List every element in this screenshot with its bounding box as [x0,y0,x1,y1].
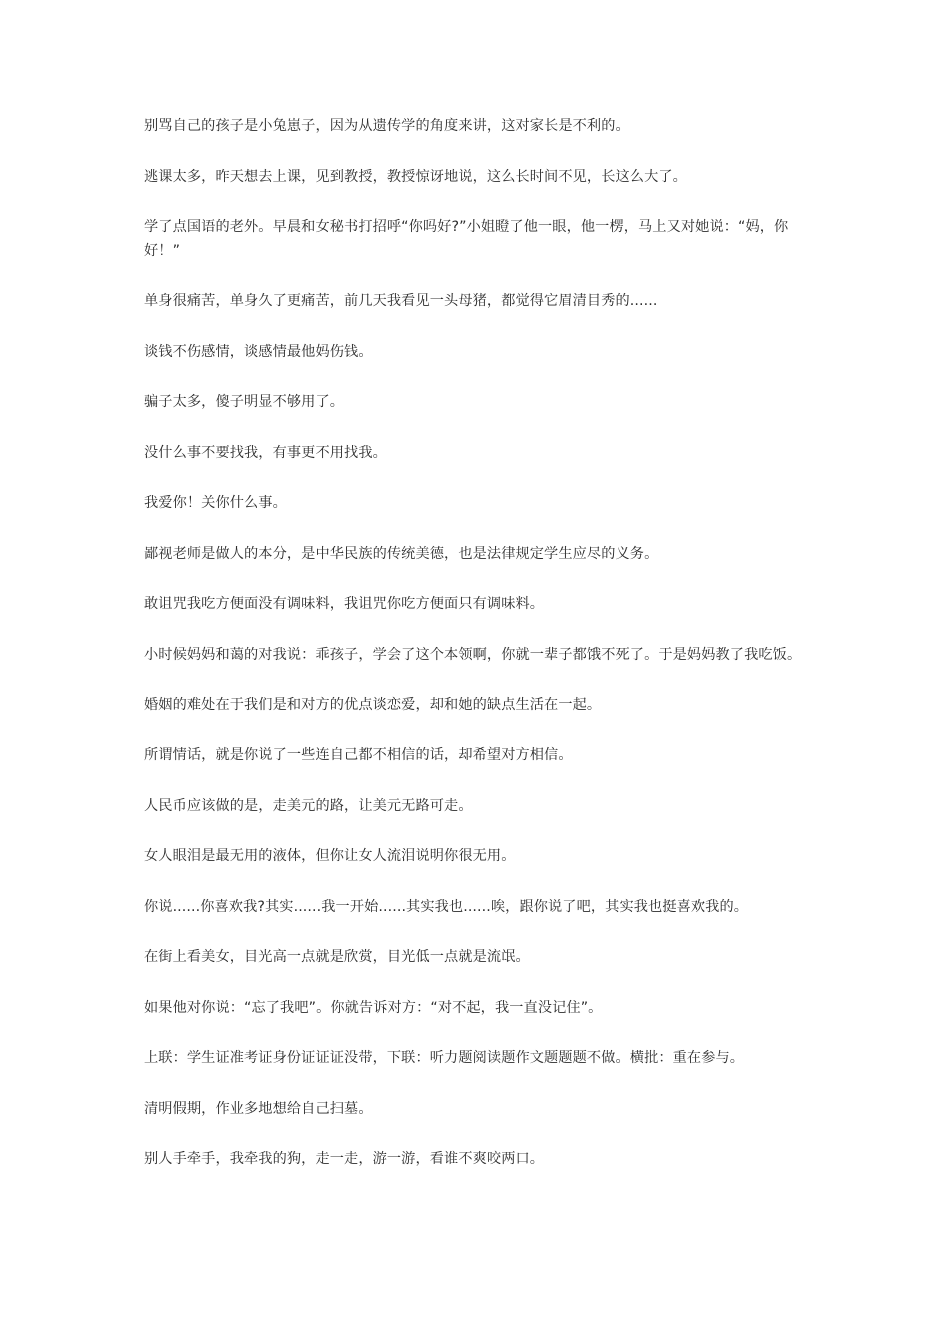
paragraph-5: 谈钱不伤感情，谈感情最他妈伤钱。 [144,343,373,360]
paragraph-15: 女人眼泪是最无用的液体，但你让女人流泪说明你很无用。 [144,848,516,864]
document-body [144,114,806,1198]
paragraph-21: 别人手牵手，我牵我的狗，走一走，游一游，看谁不爽咬两口。 [144,1151,545,1167]
paragraph-8: 我爱你！关你什么事。 [144,495,287,511]
paragraph-10: 敢诅咒我吃方便面没有调味料，我诅咒你吃方便面只有调味料。 [144,596,545,612]
paragraph-9: 鄙视老师是做人的本分，是中华民族的传统美德，也是法律规定学生应尽的义务。 [144,545,659,562]
paragraph-14: 人民币应该做的是，走美元的路，让美元无路可走。 [144,797,473,814]
paragraph-1: 别骂自己的孩子是小兔崽子，因为从遗传学的角度来讲，这对家长是不利的。 [144,118,630,134]
paragraph-17: 在街上看美女，目光高一点就是欣赏，目光低一点就是流氓。 [144,949,530,965]
paragraph-18: 如果他对你说：“忘了我吧”。你就告诉对方：“对不起，我一直没记住”。 [144,999,603,1016]
paragraph-16: 你说......你喜欢我?其实......我一开始......其实我也......唉，跟你说了吧，其实我也挺喜欢我的。 [144,898,749,915]
paragraph-4: 单身很痛苦，单身久了更痛苦，前几天我看见一头母猪，都觉得它眉清目秀的...... [144,293,658,309]
paragraph-12: 婚姻的难处在于我们是和对方的优点谈恋爱，却和她的缺点生活在一起。 [144,696,602,713]
paragraph-3: 学了点国语的老外。早晨和女秘书打招呼“你吗好?”小姐瞪了他一眼，他一楞，马上又对她说：“妈，你好！” [144,219,789,259]
paragraph-20: 清明假期，作业多地想给自己扫墓。 [144,1100,373,1117]
paragraph-19: 上联：学生证准考证身份证证证没带，下联：听力题阅读题作文题题题不做。横批：重在参与。 [144,1050,745,1066]
paragraph-11: 小时候妈妈和蔼的对我说：乖孩子，学会了这个本领啊，你就一辈子都饿不死了。于是妈妈教了我吃饭。 [144,646,802,663]
paragraph-6: 骗子太多，傻子明显不够用了。 [144,394,345,410]
paragraph-13: 所谓情话，就是你说了一些连自己都不相信的话，却希望对方相信。 [144,747,573,763]
paragraph-7: 没什么事不要找我，有事更不用找我。 [144,444,387,461]
paragraph-2: 逃课太多，昨天想去上课，见到教授，教授惊讶地说，这么长时间不见，长这么大了。 [144,168,687,185]
